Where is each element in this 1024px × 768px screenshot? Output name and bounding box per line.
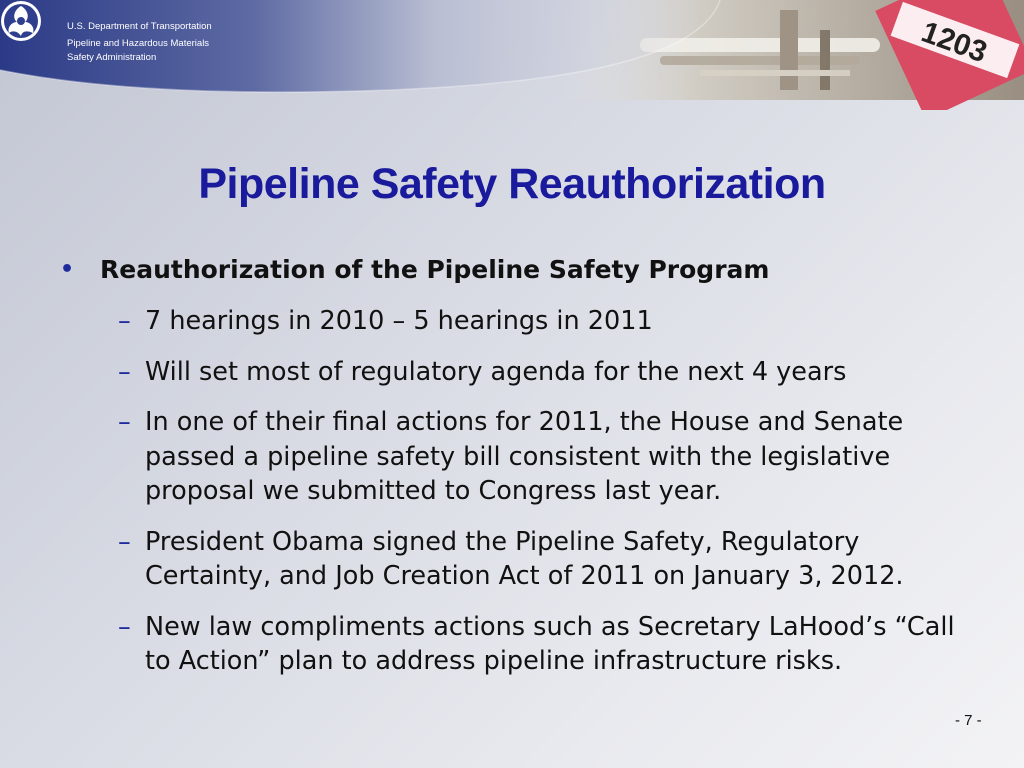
bullet-dot-icon: • — [60, 257, 75, 282]
agency-name — [67, 20, 212, 65]
agency-line-3: Safety Administration — [67, 52, 157, 63]
sub-bullet-text: In one of their final actions for 2011, the House and Senate passed a pipeline safety bill consistent with the legislative proposal we submitted to Congress last year. — [145, 407, 904, 506]
sub-bullet-item — [60, 610, 970, 679]
slide-header — [0, 0, 1024, 110]
sub-bullet-list — [60, 304, 970, 679]
dash-icon: – — [118, 356, 131, 387]
main-bullet-text: Reauthorization of the Pipeline Safety Program — [100, 255, 770, 284]
dash-icon: – — [118, 407, 131, 437]
agency-line-2: Pipeline and Hazardous Materials — [67, 38, 210, 49]
dash-icon: – — [118, 611, 131, 642]
main-bullet — [60, 253, 970, 287]
sub-bullet-text: President Obama signed the Pipeline Safety, Regulatory Certainty, and Job Creation Act of 2011 on January 3, 2012. — [145, 526, 904, 591]
page-number: - 7 - — [955, 712, 982, 729]
sub-bullet-item — [60, 355, 970, 390]
sub-bullet-text: New law compliments actions such as Secretary LaHood’s “Call to Action” plan to address pipeline infrastructure risks. — [145, 611, 955, 676]
sub-bullet-text: Will set most of regulatory agenda for the next 4 years — [145, 356, 847, 387]
sub-bullet-item — [60, 525, 970, 594]
sub-bullet-item — [60, 405, 970, 509]
slide-title: Pipeline Safety Reauthorization — [198, 160, 826, 208]
dot-triskelion-icon — [0, 0, 42, 42]
agency-line-1: U.S. Department of Transportation — [67, 21, 212, 32]
dash-icon: – — [118, 306, 131, 336]
slide-body — [60, 253, 970, 679]
placard-number: 1203 — [917, 15, 992, 70]
dash-icon: – — [118, 526, 131, 557]
sub-bullet-text: 7 hearings in 2010 – 5 hearings in 2011 — [145, 306, 653, 336]
sub-bullet-item — [60, 304, 970, 339]
